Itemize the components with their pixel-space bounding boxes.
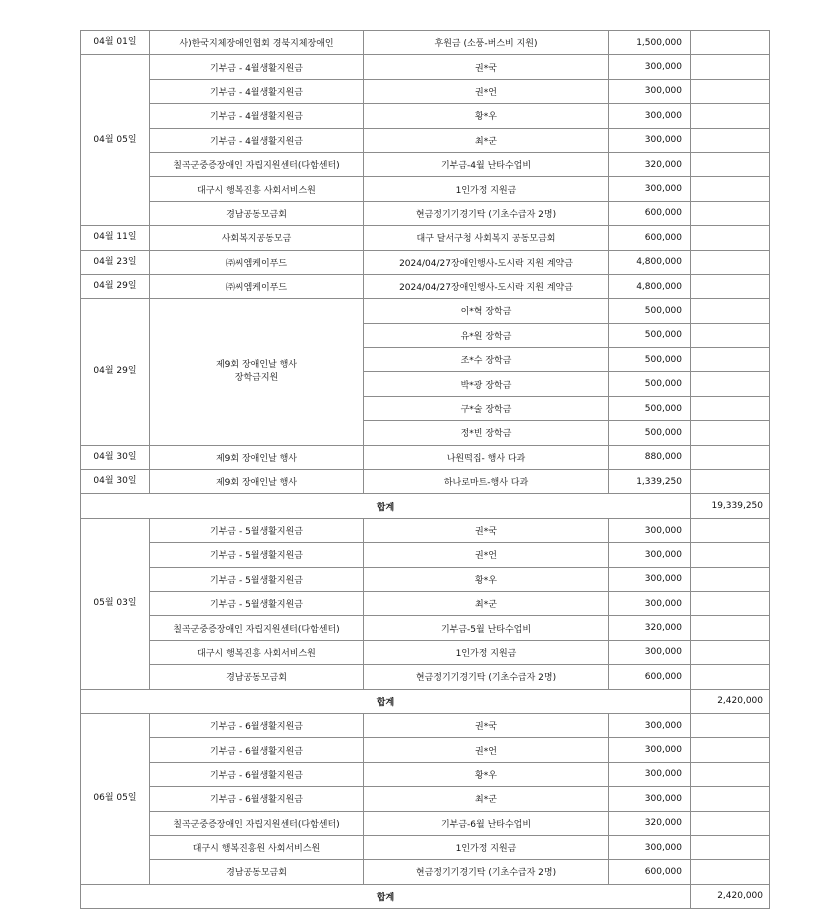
total-cell bbox=[691, 104, 770, 128]
description-cell: 나원떡집- 행사 다과 bbox=[364, 445, 609, 469]
description-cell: 2024/04/27장애인행사-도시락 지원 계약금 bbox=[364, 250, 609, 274]
org-cell: 기부금 - 6월생활지원금 bbox=[150, 787, 364, 811]
total-cell bbox=[691, 396, 770, 420]
amount-cell: 880,000 bbox=[609, 445, 691, 469]
total-cell bbox=[691, 226, 770, 250]
table-row bbox=[81, 79, 770, 103]
amount-cell: 1,339,250 bbox=[609, 470, 691, 494]
amount-cell: 300,000 bbox=[609, 177, 691, 201]
org-cell: 기부금 - 5월생활지원금 bbox=[150, 567, 364, 591]
amount-cell: 300,000 bbox=[609, 104, 691, 128]
amount-cell: 300,000 bbox=[609, 713, 691, 737]
description-cell: 대구 달서구청 사회복지 공동모금회 bbox=[364, 226, 609, 250]
total-cell bbox=[691, 787, 770, 811]
description-cell: 현금정기기경기탁 (기초수급자 2명) bbox=[364, 201, 609, 225]
amount-cell: 500,000 bbox=[609, 348, 691, 372]
table-row bbox=[81, 226, 770, 250]
total-cell bbox=[691, 640, 770, 664]
amount-cell: 600,000 bbox=[609, 860, 691, 884]
description-cell: 권*언 bbox=[364, 738, 609, 762]
org-cell: 칠곡군중증장애인 자립지원센터(다함센터) bbox=[150, 811, 364, 835]
table-row bbox=[81, 640, 770, 664]
amount-cell: 300,000 bbox=[609, 55, 691, 79]
description-cell: 정*빈 장학금 bbox=[364, 421, 609, 445]
date-cell: 04월 30일 bbox=[81, 445, 150, 469]
table-row bbox=[81, 128, 770, 152]
subtotal-row bbox=[81, 494, 770, 518]
table-row bbox=[81, 835, 770, 859]
description-cell: 1인가정 지원금 bbox=[364, 640, 609, 664]
org-cell: 기부금 - 4월생활지원금 bbox=[150, 128, 364, 152]
total-cell bbox=[691, 372, 770, 396]
org-cell: 경남공동모금회 bbox=[150, 860, 364, 884]
amount-cell: 300,000 bbox=[609, 79, 691, 103]
table-row bbox=[81, 152, 770, 176]
org-cell: 기부금 - 5월생활지원금 bbox=[150, 518, 364, 542]
description-cell: 황*우 bbox=[364, 762, 609, 786]
total-cell bbox=[691, 591, 770, 615]
description-cell: 최*군 bbox=[364, 591, 609, 615]
org-cell: ㈜씨엠케이푸드 bbox=[150, 250, 364, 274]
amount-cell: 300,000 bbox=[609, 835, 691, 859]
table-row bbox=[81, 518, 770, 542]
table-row bbox=[81, 616, 770, 640]
description-cell: 조*수 장학금 bbox=[364, 348, 609, 372]
subtotal-row bbox=[81, 884, 770, 908]
subtotal-value: 2,420,000 bbox=[691, 884, 770, 908]
subtotal-value: 19,339,250 bbox=[691, 494, 770, 518]
org-cell: 기부금 - 6월생활지원금 bbox=[150, 762, 364, 786]
description-cell: 현금정기기경기탁 (기초수급자 2명) bbox=[364, 860, 609, 884]
date-cell: 04월 29일 bbox=[81, 299, 150, 445]
amount-cell: 300,000 bbox=[609, 567, 691, 591]
table-row bbox=[81, 250, 770, 274]
date-cell: 04월 01일 bbox=[81, 31, 150, 55]
org-cell: 대구시 행복진흥 사회서비스원 bbox=[150, 177, 364, 201]
table-row bbox=[81, 787, 770, 811]
table-row bbox=[81, 738, 770, 762]
table-row bbox=[81, 543, 770, 567]
org-cell: 기부금 - 5월생활지원금 bbox=[150, 591, 364, 615]
description-cell: 최*군 bbox=[364, 787, 609, 811]
total-cell bbox=[691, 323, 770, 347]
date-cell: 05월 03일 bbox=[81, 518, 150, 689]
total-cell bbox=[691, 762, 770, 786]
date-cell: 04월 30일 bbox=[81, 470, 150, 494]
description-cell: 이*혁 장학금 bbox=[364, 299, 609, 323]
expense-ledger-table bbox=[80, 30, 770, 909]
subtotal-label: 합계 bbox=[81, 884, 691, 908]
table-row bbox=[81, 860, 770, 884]
description-cell: 기부금-6월 난타수업비 bbox=[364, 811, 609, 835]
org-cell: 기부금 - 4월생활지원금 bbox=[150, 104, 364, 128]
org-cell: 경남공동모금회 bbox=[150, 665, 364, 689]
total-cell bbox=[691, 713, 770, 737]
org-cell: 칠곡군중증장애인 자립지원센터(다함센터) bbox=[150, 152, 364, 176]
description-cell: 유*원 장학금 bbox=[364, 323, 609, 347]
amount-cell: 300,000 bbox=[609, 762, 691, 786]
total-cell bbox=[691, 299, 770, 323]
org-cell: 제9회 장애인날 행사 bbox=[150, 445, 364, 469]
amount-cell: 4,800,000 bbox=[609, 250, 691, 274]
amount-cell: 300,000 bbox=[609, 640, 691, 664]
total-cell bbox=[691, 543, 770, 567]
amount-cell: 500,000 bbox=[609, 299, 691, 323]
date-cell: 04월 23일 bbox=[81, 250, 150, 274]
description-cell: 1인가정 지원금 bbox=[364, 835, 609, 859]
org-cell: 경남공동모금회 bbox=[150, 201, 364, 225]
org-merged-cell: 제9회 장애인날 행사 장학금지원 bbox=[150, 299, 364, 445]
org-cell: 기부금 - 6월생활지원금 bbox=[150, 738, 364, 762]
org-cell: 기부금 - 4월생활지원금 bbox=[150, 55, 364, 79]
total-cell bbox=[691, 665, 770, 689]
total-cell bbox=[691, 152, 770, 176]
total-cell bbox=[691, 616, 770, 640]
org-cell: ㈜씨엠케이푸드 bbox=[150, 274, 364, 298]
table-row bbox=[81, 31, 770, 55]
total-cell bbox=[691, 445, 770, 469]
description-cell: 박*광 장학금 bbox=[364, 372, 609, 396]
subtotal-label: 합계 bbox=[81, 494, 691, 518]
org-cell: 제9회 장애인날 행사 bbox=[150, 470, 364, 494]
amount-cell: 320,000 bbox=[609, 152, 691, 176]
table-row bbox=[81, 762, 770, 786]
total-cell bbox=[691, 177, 770, 201]
amount-cell: 300,000 bbox=[609, 787, 691, 811]
amount-cell: 500,000 bbox=[609, 421, 691, 445]
org-cell: 기부금 - 6월생활지원금 bbox=[150, 713, 364, 737]
total-cell bbox=[691, 567, 770, 591]
amount-cell: 300,000 bbox=[609, 128, 691, 152]
amount-cell: 300,000 bbox=[609, 738, 691, 762]
amount-cell: 1,500,000 bbox=[609, 31, 691, 55]
description-cell: 권*국 bbox=[364, 713, 609, 737]
total-cell bbox=[691, 250, 770, 274]
description-cell: 기부금-5월 난타수업비 bbox=[364, 616, 609, 640]
description-cell: 권*언 bbox=[364, 543, 609, 567]
table-row bbox=[81, 811, 770, 835]
org-cell: 사)한국지체장애인협회 경북지체장애인 bbox=[150, 31, 364, 55]
total-cell bbox=[691, 470, 770, 494]
table-row bbox=[81, 713, 770, 737]
description-cell: 1인가정 지원금 bbox=[364, 177, 609, 201]
amount-cell: 600,000 bbox=[609, 665, 691, 689]
org-cell: 기부금 - 4월생활지원금 bbox=[150, 79, 364, 103]
total-cell bbox=[691, 811, 770, 835]
description-cell: 기부금-4월 난타수업비 bbox=[364, 152, 609, 176]
table-row bbox=[81, 470, 770, 494]
table-row bbox=[81, 445, 770, 469]
org-cell: 대구시 행복진흥원 사회서비스원 bbox=[150, 835, 364, 859]
total-cell bbox=[691, 128, 770, 152]
description-cell: 권*국 bbox=[364, 55, 609, 79]
subtotal-value: 2,420,000 bbox=[691, 689, 770, 713]
total-cell bbox=[691, 274, 770, 298]
amount-cell: 500,000 bbox=[609, 323, 691, 347]
table-row bbox=[81, 299, 770, 323]
total-cell bbox=[691, 201, 770, 225]
description-cell: 황*우 bbox=[364, 104, 609, 128]
table-row bbox=[81, 201, 770, 225]
total-cell bbox=[691, 348, 770, 372]
table-row bbox=[81, 177, 770, 201]
amount-cell: 300,000 bbox=[609, 518, 691, 542]
description-cell: 하나로마트-행사 다과 bbox=[364, 470, 609, 494]
subtotal-row bbox=[81, 689, 770, 713]
description-cell: 후원금 (소풍-버스비 지원) bbox=[364, 31, 609, 55]
amount-cell: 500,000 bbox=[609, 372, 691, 396]
amount-cell: 600,000 bbox=[609, 226, 691, 250]
table-row bbox=[81, 591, 770, 615]
total-cell bbox=[691, 835, 770, 859]
description-cell: 권*국 bbox=[364, 518, 609, 542]
total-cell bbox=[691, 79, 770, 103]
description-cell: 권*언 bbox=[364, 79, 609, 103]
total-cell bbox=[691, 860, 770, 884]
total-cell bbox=[691, 738, 770, 762]
table-row bbox=[81, 55, 770, 79]
amount-cell: 300,000 bbox=[609, 543, 691, 567]
total-cell bbox=[691, 421, 770, 445]
org-cell: 사회복지공동모금 bbox=[150, 226, 364, 250]
org-cell: 기부금 - 5월생활지원금 bbox=[150, 543, 364, 567]
ledger-body bbox=[81, 31, 770, 909]
subtotal-label: 합계 bbox=[81, 689, 691, 713]
total-cell bbox=[691, 31, 770, 55]
table-row bbox=[81, 274, 770, 298]
amount-cell: 320,000 bbox=[609, 811, 691, 835]
table-row bbox=[81, 104, 770, 128]
date-cell: 04월 29일 bbox=[81, 274, 150, 298]
amount-cell: 600,000 bbox=[609, 201, 691, 225]
description-cell: 구*술 장학금 bbox=[364, 396, 609, 420]
description-cell: 2024/04/27장애인행사-도시락 지원 계약금 bbox=[364, 274, 609, 298]
amount-cell: 320,000 bbox=[609, 616, 691, 640]
total-cell bbox=[691, 518, 770, 542]
amount-cell: 500,000 bbox=[609, 396, 691, 420]
description-cell: 현금정기기경기탁 (기초수급자 2명) bbox=[364, 665, 609, 689]
description-cell: 최*군 bbox=[364, 128, 609, 152]
org-cell: 칠곡군중증장애인 자립지원센터(다함센터) bbox=[150, 616, 364, 640]
table-row bbox=[81, 567, 770, 591]
amount-cell: 4,800,000 bbox=[609, 274, 691, 298]
date-cell: 04월 11일 bbox=[81, 226, 150, 250]
total-cell bbox=[691, 55, 770, 79]
description-cell: 황*우 bbox=[364, 567, 609, 591]
org-cell: 대구시 행복진흥 사회서비스원 bbox=[150, 640, 364, 664]
table-row bbox=[81, 665, 770, 689]
amount-cell: 300,000 bbox=[609, 591, 691, 615]
date-cell: 06월 05일 bbox=[81, 713, 150, 884]
date-cell: 04월 05일 bbox=[81, 55, 150, 226]
